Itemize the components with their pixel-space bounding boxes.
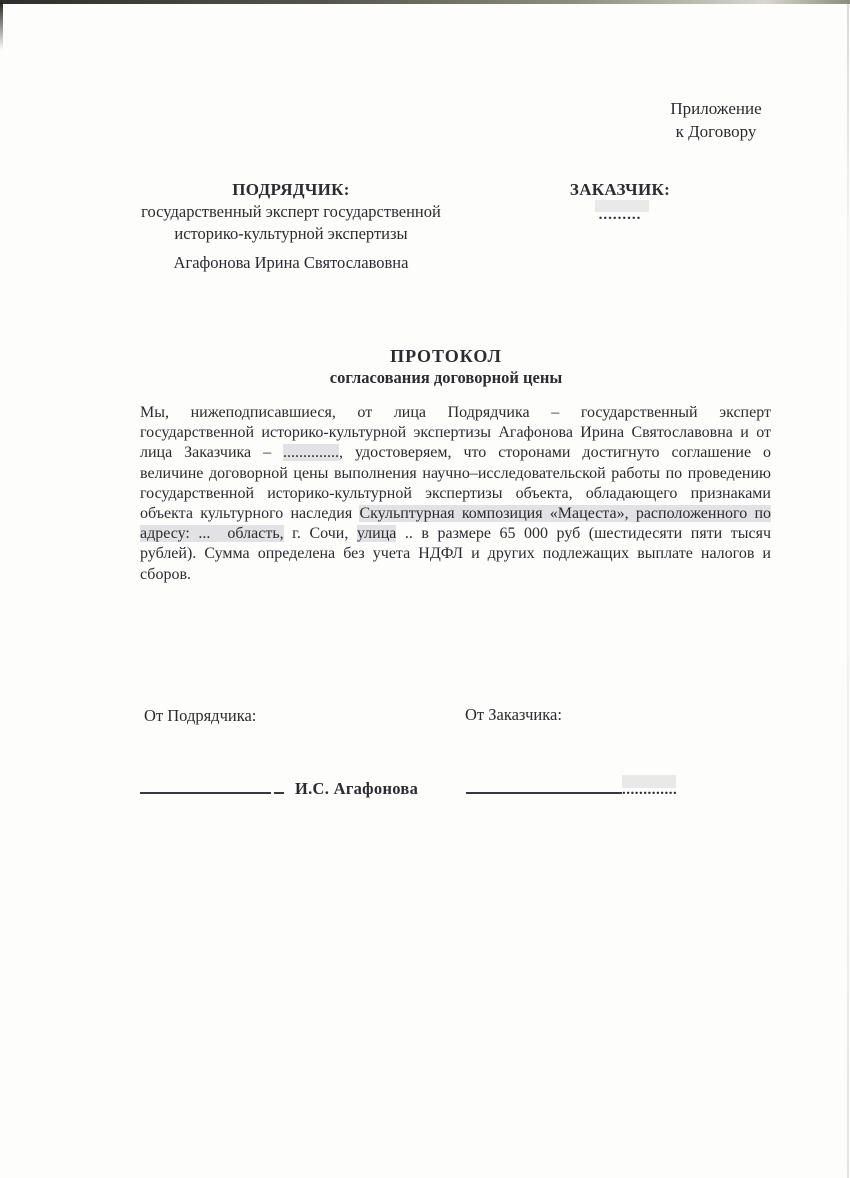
- paragraph-line: [140, 565, 771, 585]
- agreement-paragraph: [140, 403, 771, 585]
- scan-edge-left: [0, 2, 3, 50]
- contractor-desc-line1: государственный эксперт государственной: [141, 202, 441, 221]
- paragraph-line: [140, 504, 771, 524]
- paragraph-line: [140, 443, 771, 463]
- paragraph-line: [140, 403, 771, 423]
- document-title-line2: согласования договорной цены: [329, 368, 563, 387]
- highlighted-text: ..............: [283, 444, 340, 462]
- paragraph-line: [140, 484, 771, 504]
- customer-placeholder: [599, 203, 642, 226]
- paragraph-text: объекта культурного наследия: [140, 505, 360, 523]
- paragraph-text: государственной историко-культурной экспертизы Агафонова Ирина Святославовна и от: [140, 424, 771, 442]
- paragraph-text: лица Заказчика –: [140, 444, 284, 462]
- appendix-note-line1: Приложение: [670, 99, 762, 118]
- customer-signature-label: От Заказчика:: [465, 705, 562, 724]
- customer-block: [558, 179, 682, 226]
- paragraph-text: величине договорной цены выполнения научно–исследовательской работы по проведению: [140, 464, 771, 482]
- paragraph-line: [140, 524, 771, 544]
- contractor-name: Агафонова Ирина Святославовна: [173, 253, 409, 272]
- paragraph-text: г. Сочи,: [283, 525, 357, 543]
- scan-edge-top: [0, 0, 850, 4]
- contractor-signature-row: [140, 778, 418, 799]
- document-title: [140, 346, 752, 388]
- highlighted-text: адресу: ... область,: [140, 525, 284, 543]
- document-title-line1: ПРОТОКОЛ: [390, 346, 502, 366]
- customer-signature-row: [466, 778, 677, 799]
- paragraph-line: [140, 544, 771, 564]
- contractor-signature-name: И.С. Агафонова: [295, 779, 419, 798]
- paragraph-text: государственной историко-культурной экспертизы объекта, обладающего признаками: [140, 484, 771, 502]
- highlighted-text: улица: [356, 525, 397, 543]
- contractor-block: [136, 179, 446, 245]
- customer-signature-dots: .............: [622, 782, 678, 798]
- customer-title: ЗАКАЗЧИК:: [569, 180, 671, 199]
- paragraph-line: [140, 423, 771, 443]
- paragraph-text: рублей). Сумма определена без учета НДФЛ и других подлежащих выплате налогов и: [140, 545, 771, 563]
- paragraph-text: .. в размере 65 000 руб (шестидесяти пяти тысяч: [396, 525, 772, 543]
- paragraph-text: , удостоверяем, что сторонами достигнуто соглашение о: [339, 444, 771, 462]
- highlighted-text: Скульптурная композиция «Мацеста», расположенного по: [359, 505, 772, 523]
- signature-line: [466, 778, 622, 794]
- scan-edge-right: [847, 4, 849, 1178]
- paragraph-text: Мы, нижеподписавшиеся, от лица Подрядчика – государственный эксперт: [140, 404, 771, 421]
- contractor-desc-line2: историко-культурной экспертизы: [174, 224, 408, 243]
- appendix-note: [660, 97, 772, 143]
- contractor-title: ПОДРЯДЧИК:: [232, 180, 350, 199]
- signature-line: [274, 778, 284, 794]
- paragraph-line: [140, 464, 771, 484]
- signature-line: [140, 778, 271, 794]
- paragraph-text: сборов.: [140, 565, 191, 583]
- customer-placeholder-dots: .........: [598, 207, 642, 223]
- customer-signature-placeholder: [622, 781, 677, 799]
- contractor-signature-label: От Подрядчика:: [144, 706, 257, 725]
- appendix-note-line2: к Договору: [675, 122, 757, 141]
